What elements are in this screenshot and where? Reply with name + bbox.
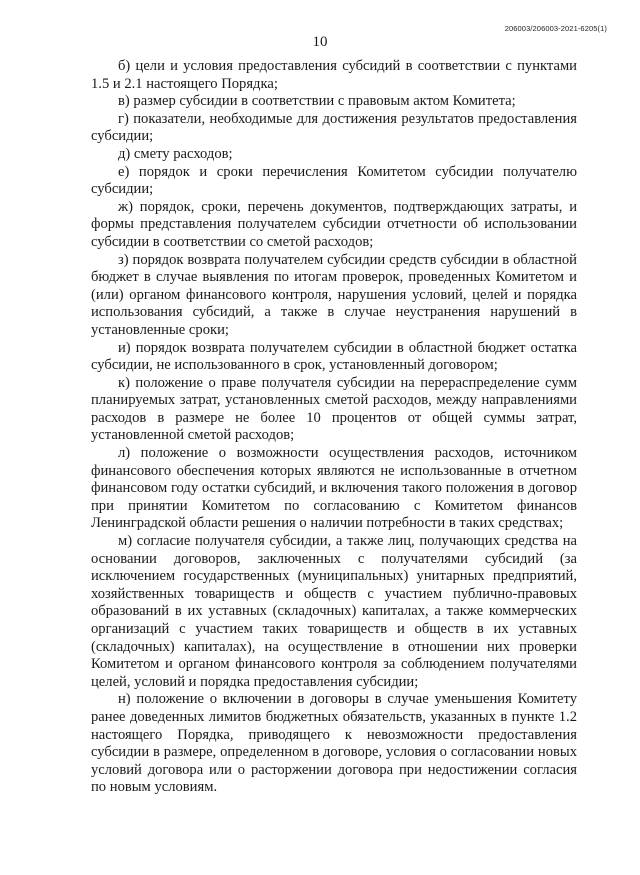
- paragraph-m: м) согласие получателя субсидии, а также лиц, получающих средства на основании договоров, заключенных с получателями субсидий (за исключением государственных (муниципальных) унитарных предприятий, хозяйственных товариществ и обществ с участием публично-правовых образований в их уставных (складочных) капиталах, а также коммерческих организаций с участием таких товариществ и обществ в их уставных (складочных) капиталах), на осуществление в отношении них проверки Комитетом и органом финансового контроля за соблюдением получателями целей, условий и порядка предоставления субсидии;: [91, 533, 577, 690]
- paragraph-k: к) положение о праве получателя субсидии на перераспределение сумм планируемых затрат, установленных сметой расходов, между направлениями расходов в размере не более 10 процентов от общей суммы затрат, установленной сметой расходов;: [91, 374, 577, 444]
- paragraph-n: н) положение о включении в договоры в случае уменьшения Комитету ранее доведенных лимитов бюджетных обязательств, указанных в пункте 1.2 настоящего Порядка, приводящего к невозможности предоставления субсидии в размере, определенном в договоре, условия о согласовании новых условий договора или о расторжении договора при недостижении согласия по новым условиям.: [91, 691, 577, 796]
- paragraph-d: д) смету расходов;: [118, 145, 233, 162]
- document-code: 206003/206003-2021-6205(1): [504, 24, 607, 33]
- document-body: [91, 58, 577, 797]
- paragraph-e: е) порядок и сроки перечисления Комитетом субсидии получателю субсидии;: [91, 163, 577, 198]
- paragraph-v: в) размер субсидии в соответствии с правовым актом Комитета;: [118, 93, 516, 110]
- page-number: 10: [312, 34, 328, 50]
- paragraph-g: г) показатели, необходимые для достижения результатов предоставления субсидии;: [91, 110, 577, 145]
- paragraph-l: л) положение о возможности осуществления расходов, источником финансового обеспечения которых являются не использованные в отчетном финансовом году остатки субсидий, и включения такого положения в договор при принятии Комитетом по согласованию с Комитетом финансов Ленинградской области решения о наличии потребности в таких средствах;: [91, 445, 577, 532]
- paragraph-i: и) порядок возврата получателем субсидии в областной бюджет остатка субсидии, не использованного в срок, установленный договором;: [91, 339, 577, 374]
- paragraph-b: б) цели и условия предоставления субсидий в соответствии с пунктами 1.5 и 2.1 настоящего Порядка;: [91, 58, 577, 92]
- paragraph-z: з) порядок возврата получателем субсидии средств субсидии в областной бюджет в случае выявления по итогам проверок, проведенных Комитетом и (или) органом финансового контроля, нарушения условий, целей и порядка использования субсидий, а также в случае неустранения нарушений в установленные сроки;: [91, 251, 577, 338]
- paragraph-zh: ж) порядок, сроки, перечень документов, подтверждающих затраты, и формы представления получателем субсидии отчетности об использовании субсидии в соответствии со сметой расходов;: [91, 198, 577, 250]
